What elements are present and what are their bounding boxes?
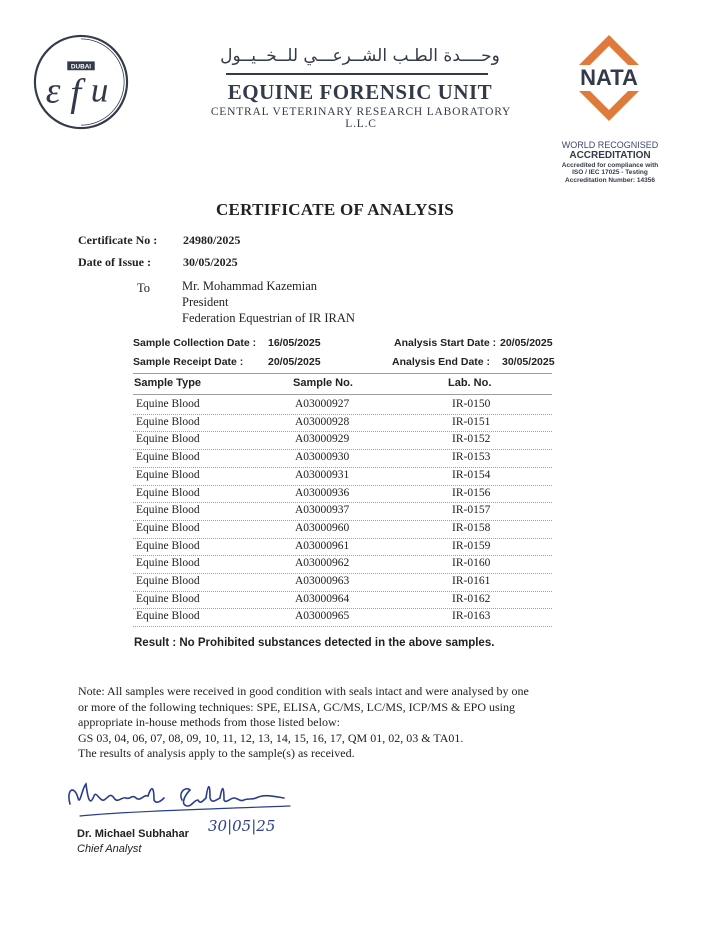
receipt-date: 20/05/2025 bbox=[268, 356, 321, 368]
cell-lab-no: IR-0161 bbox=[452, 575, 491, 587]
cell-lab-no: IR-0162 bbox=[452, 592, 491, 605]
arabic-unit-name: وحــــدة الطـب الشــرعـــي للــخــيــول bbox=[220, 46, 500, 66]
receipt-date-label: Sample Receipt Date : bbox=[133, 356, 244, 368]
table-row bbox=[0, 450, 718, 468]
cell-sample-type: Equine Blood bbox=[136, 539, 200, 552]
note-method-codes: GS 03, 04, 06, 07, 08, 09, 10, 11, 12, 13, 14, 15, 16, 17, QM 01, 02, 03 & TA01. bbox=[78, 730, 464, 745]
svg-text:f: f bbox=[70, 71, 82, 115]
accreditation-heading: ACCREDITATION bbox=[569, 150, 651, 162]
column-header-sample-type: Sample Type bbox=[134, 377, 202, 389]
cell-lab-no: IR-0151 bbox=[452, 415, 491, 428]
table-row bbox=[0, 521, 718, 539]
table-row bbox=[0, 539, 718, 557]
cell-sample-type: Equine Blood bbox=[136, 398, 200, 410]
cell-sample-no: A03000962 bbox=[295, 557, 350, 570]
nata-logo bbox=[566, 33, 652, 125]
table-row bbox=[0, 609, 718, 627]
cell-sample-type: Equine Blood bbox=[136, 575, 200, 587]
accreditation-number: Accreditation Number: 14356 bbox=[565, 176, 655, 184]
cell-sample-type: Equine Blood bbox=[136, 504, 200, 517]
cell-sample-no: A03000931 bbox=[295, 468, 350, 481]
analysis-start-date: 20/05/2025 bbox=[500, 337, 553, 349]
table-row bbox=[0, 468, 718, 486]
recipient-title: President bbox=[182, 295, 229, 309]
cell-sample-no: A03000927 bbox=[295, 398, 350, 410]
unit-name: EQUINE FORENSIC UNIT bbox=[227, 80, 493, 104]
cell-lab-no: IR-0158 bbox=[452, 521, 491, 534]
collection-date-label: Sample Collection Date : bbox=[133, 337, 257, 349]
handwritten-date-text: 30|05|25 bbox=[208, 817, 276, 835]
analysis-start-label: Analysis Start Date : bbox=[394, 337, 497, 349]
accreditation-line: WORLD RECOGNISED bbox=[561, 140, 659, 150]
column-header-sample-no: Sample No. bbox=[293, 377, 353, 389]
table-row bbox=[0, 432, 718, 450]
cell-sample-no: A03000961 bbox=[295, 539, 350, 552]
cell-sample-no: A03000930 bbox=[295, 451, 350, 464]
to-label: To bbox=[137, 281, 151, 295]
cell-sample-type: Equine Blood bbox=[136, 557, 200, 570]
cell-sample-type: Equine Blood bbox=[136, 592, 200, 605]
cell-lab-no: IR-0160 bbox=[452, 557, 491, 570]
table-header-rule bbox=[133, 394, 552, 395]
handwritten-date bbox=[206, 811, 286, 837]
cell-sample-type: Equine Blood bbox=[136, 451, 200, 464]
table-row bbox=[0, 503, 718, 521]
cell-lab-no: IR-0154 bbox=[452, 468, 491, 481]
cell-sample-type: Equine Blood bbox=[136, 433, 200, 446]
note-block bbox=[78, 684, 598, 762]
certificate-number: 24980/2025 bbox=[183, 233, 241, 247]
cell-lab-no: IR-0163 bbox=[452, 610, 491, 623]
table-top-rule bbox=[133, 373, 552, 374]
analysis-end-date: 30/05/2025 bbox=[502, 356, 555, 368]
note-line: Note: All samples were received in good condition with seals intact and were analysed by one bbox=[78, 684, 529, 698]
signatory-name: Dr. Michael Subhahar bbox=[77, 828, 189, 840]
accreditation-line: Accredited for compliance with bbox=[561, 161, 659, 169]
analysis-end-label: Analysis End Date : bbox=[392, 356, 491, 368]
document-title: CERTIFICATE OF ANALYSIS bbox=[215, 200, 455, 219]
cell-sample-type: Equine Blood bbox=[136, 468, 200, 481]
table-row bbox=[0, 556, 718, 574]
cell-lab-no: IR-0157 bbox=[452, 504, 491, 517]
cell-sample-no: A03000937 bbox=[295, 504, 350, 517]
title-divider bbox=[226, 73, 488, 75]
collection-date: 16/05/2025 bbox=[268, 337, 321, 349]
accreditation-standard: ISO / IEC 17025 - Testing bbox=[572, 169, 648, 177]
issue-date-label: Date of Issue : bbox=[78, 255, 151, 269]
note-line: The results of analysis apply to the sample(s) as received. bbox=[78, 746, 355, 760]
cell-sample-type: Equine Blood bbox=[136, 610, 200, 623]
efu-logo bbox=[32, 33, 130, 131]
cell-lab-no: IR-0153 bbox=[452, 451, 491, 464]
cell-lab-no: IR-0152 bbox=[452, 433, 491, 446]
recipient-name: Mr. Mohammad Kazemian bbox=[182, 279, 318, 293]
cell-sample-no: A03000963 bbox=[295, 575, 350, 587]
cell-sample-no: A03000965 bbox=[295, 610, 350, 623]
table-row bbox=[0, 486, 718, 504]
cell-sample-type: Equine Blood bbox=[136, 415, 200, 428]
cell-sample-no: A03000960 bbox=[295, 521, 350, 534]
note-line: or more of the following techniques: SPE, ELISA, GC/MS, LC/MS, ICP/MS & EPO using bbox=[78, 699, 516, 714]
svg-text:NATA: NATA bbox=[580, 65, 638, 90]
cell-lab-no: IR-0159 bbox=[452, 539, 491, 552]
svg-text:ε: ε bbox=[45, 70, 61, 112]
certificate-number-label: Certificate No : bbox=[78, 233, 158, 247]
table-row bbox=[0, 397, 718, 415]
cell-lab-no: IR-0150 bbox=[452, 398, 491, 410]
issue-date: 30/05/2025 bbox=[183, 255, 238, 269]
result-statement: Result : No Prohibited substances detected in the above samples. bbox=[134, 637, 495, 649]
cell-sample-no: A03000929 bbox=[295, 433, 350, 446]
cell-sample-no: A03000928 bbox=[295, 415, 350, 428]
svg-text:u: u bbox=[90, 70, 109, 110]
cell-sample-no: A03000936 bbox=[295, 486, 350, 499]
column-header-lab-no: Lab. No. bbox=[448, 377, 492, 389]
row-divider bbox=[133, 626, 552, 627]
recipient-organization: Federation Equestrian of IR IRAN bbox=[182, 311, 355, 325]
cell-lab-no: IR-0156 bbox=[452, 486, 491, 499]
table-row bbox=[0, 415, 718, 433]
cell-sample-type: Equine Blood bbox=[136, 486, 200, 499]
lab-name: CENTRAL VETERINARY RESEARCH LABORATORY L.L.C bbox=[210, 106, 512, 130]
table-row bbox=[0, 592, 718, 610]
accreditation-block bbox=[540, 140, 680, 184]
cell-sample-type: Equine Blood bbox=[136, 521, 200, 534]
svg-text:DUBAI: DUBAI bbox=[70, 63, 92, 71]
table-row bbox=[0, 574, 718, 592]
note-line: appropriate in-house methods from those listed below: bbox=[78, 715, 340, 729]
cell-sample-no: A03000964 bbox=[295, 592, 350, 605]
signatory-role: Chief Analyst bbox=[77, 843, 142, 855]
